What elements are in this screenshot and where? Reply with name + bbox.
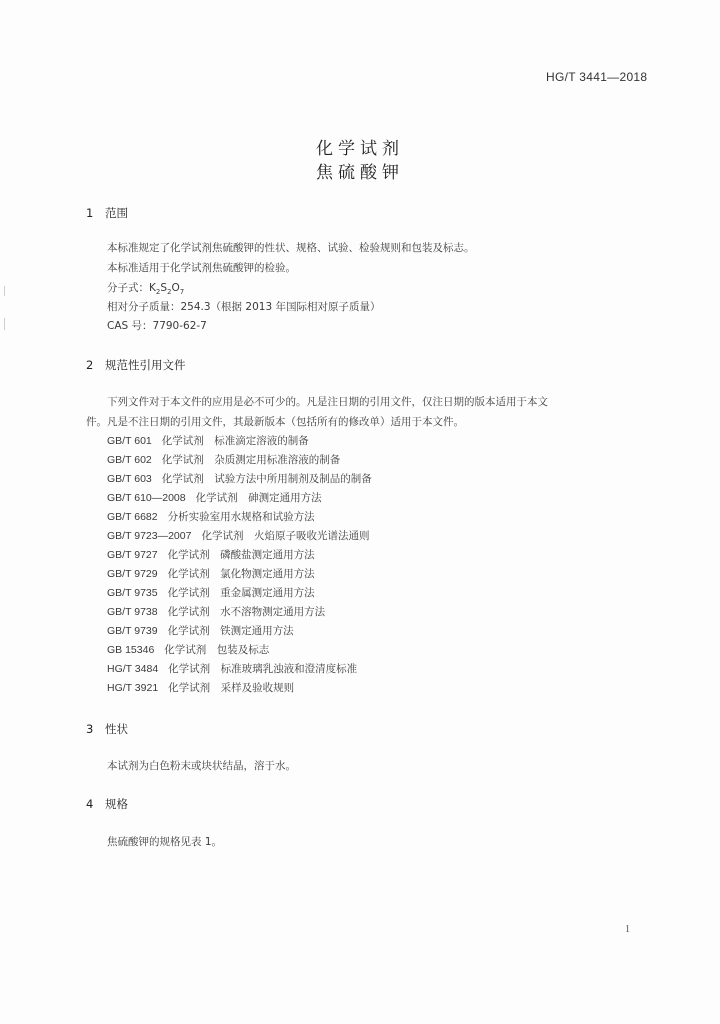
standard-code: HG/T 3441—2018	[546, 70, 648, 84]
reference-code: GB/T 602	[107, 454, 152, 466]
page-number: 1	[625, 924, 630, 935]
reference-item	[107, 547, 315, 562]
reference-code: GB/T 9738	[107, 606, 158, 618]
reference-code: GB/T 9727	[107, 549, 158, 561]
cas-number: CAS 号：7790-62-7	[107, 320, 207, 332]
document-title-line1: 化学试剂	[316, 139, 404, 159]
reference-item	[107, 490, 322, 505]
reference-title: 化学试剂 砷测定通用方法	[195, 492, 322, 504]
reference-item	[107, 661, 357, 676]
reference-item	[107, 680, 294, 695]
scan-margin-mark	[4, 286, 5, 296]
reference-code: GB/T 9739	[107, 625, 158, 637]
paragraph: 本标准规定了化学试剂焦硫酸钾的性状、规格、试验、检验规则和包装及标志。	[107, 242, 475, 254]
molecular-formula	[107, 280, 184, 296]
reference-code: HG/T 3484	[107, 663, 159, 675]
section-title: 规格	[105, 797, 128, 811]
section-title: 范围	[105, 206, 128, 220]
reference-item	[107, 471, 372, 486]
reference-code: GB/T 9735	[107, 587, 158, 599]
reference-code: GB/T 601	[107, 435, 152, 447]
section-4-heading	[86, 796, 128, 812]
reference-item	[107, 509, 315, 524]
paragraph: 下列文件对于本文件的应用是必不可少的。凡是注日期的引用文件，仅注日期的版本适用于本文	[107, 396, 548, 408]
reference-title: 化学试剂 标准滴定溶液的制备	[161, 435, 309, 447]
reference-title: 化学试剂 氯化物测定通用方法	[167, 568, 315, 580]
relative-molecular-mass: 相对分子质量：254.3（根据 2013 年国际相对原子质量）	[107, 301, 381, 313]
paragraph: 本标准适用于化学试剂焦硫酸钾的检验。	[107, 262, 296, 274]
reference-title: 化学试剂 火焰原子吸收光谱法通则	[201, 530, 370, 542]
reference-title: 化学试剂 重金属测定通用方法	[167, 587, 315, 599]
section-3-heading	[86, 721, 128, 737]
formula-subscript: 7	[179, 288, 185, 297]
reference-item	[107, 452, 340, 467]
section-number: 2	[86, 358, 94, 372]
reference-code: GB/T 603	[107, 473, 152, 485]
section-1-heading	[86, 205, 128, 221]
reference-code: GB/T 9729	[107, 568, 158, 580]
reference-code: GB/T 610—2008	[107, 492, 186, 504]
paragraph: 件。凡是不注日期的引用文件，其最新版本（包括所有的修改单）适用于本文件。	[86, 416, 464, 428]
reference-item	[107, 566, 315, 581]
paragraph: 焦硫酸钾的规格见表 1。	[107, 836, 223, 848]
reference-title: 化学试剂 磷酸盐测定通用方法	[167, 549, 315, 561]
formula-subscript: 2	[155, 288, 161, 297]
reference-title: 化学试剂 包装及标志	[164, 644, 270, 656]
paragraph: 本试剂为白色粉末或块状结晶，溶于水。	[107, 760, 296, 772]
reference-item	[107, 585, 315, 600]
reference-item	[107, 623, 294, 638]
formula-element: S	[160, 282, 168, 294]
reference-item	[107, 604, 325, 619]
section-title: 规范性引用文件	[105, 358, 186, 372]
reference-title: 化学试剂 杂质测定用标准溶液的制备	[161, 454, 341, 466]
section-number: 3	[86, 722, 94, 736]
section-2-heading	[86, 357, 186, 373]
reference-title: 化学试剂 试验方法中所用制剂及制品的制备	[161, 473, 372, 485]
reference-code: GB/T 6682	[107, 511, 158, 523]
scan-margin-mark	[4, 318, 5, 330]
formula-subscript: 2	[167, 288, 172, 297]
reference-item	[107, 642, 269, 657]
reference-code: GB/T 9723—2007	[107, 530, 192, 542]
document-title-line2: 焦硫酸钾	[316, 163, 404, 183]
formula-element: O	[171, 282, 180, 294]
reference-title: 化学试剂 采样及验收规则	[168, 682, 295, 694]
reference-code: GB 15346	[107, 644, 155, 656]
section-title: 性状	[105, 722, 128, 736]
reference-item	[107, 528, 369, 543]
reference-title: 化学试剂 铁测定通用方法	[167, 625, 294, 637]
reference-item	[107, 433, 309, 448]
reference-code: HG/T 3921	[107, 682, 159, 694]
reference-title: 化学试剂 标准玻璃乳浊液和澄清度标准	[168, 663, 358, 675]
reference-title: 分析实验室用水规格和试验方法	[167, 511, 315, 523]
formula-label: 分子式：K	[107, 282, 156, 294]
reference-title: 化学试剂 水不溶物测定通用方法	[167, 606, 326, 618]
section-number: 1	[86, 206, 94, 220]
section-number: 4	[86, 797, 94, 811]
